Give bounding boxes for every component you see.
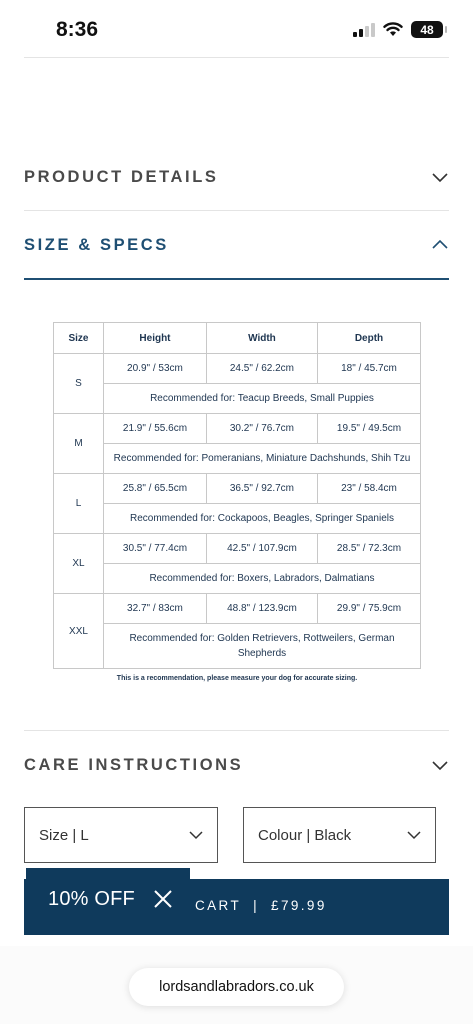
table-row (54, 534, 421, 564)
recommendation-cell: Recommended for: Golden Retrievers, Rottweilers, German Shepherds (104, 624, 421, 669)
depth-cell: 19.5" / 49.5cm (317, 414, 420, 444)
cart-text (195, 898, 327, 913)
width-cell: 48.8" / 123.9cm (206, 594, 317, 624)
table-row (54, 474, 421, 504)
size-label: S (54, 354, 104, 414)
url-text: lordsandlabradors.co.uk (159, 979, 314, 995)
table-row (54, 594, 421, 624)
size-label: XL (54, 534, 104, 594)
table-header: Height (104, 323, 207, 354)
divider (24, 730, 449, 731)
url-bar[interactable] (129, 968, 344, 1006)
status-time: 8:36 (56, 18, 99, 41)
accordion-title: SIZE & SPECS (24, 235, 169, 254)
size-label: M (54, 414, 104, 474)
table-row (54, 384, 421, 414)
depth-cell: 18" / 45.7cm (317, 354, 420, 384)
height-cell: 25.8" / 65.5cm (104, 474, 207, 504)
accordion-title: PRODUCT DETAILS (24, 167, 219, 186)
accordion-product-details[interactable] (24, 157, 449, 197)
divider (24, 57, 449, 58)
cart-label: CART (195, 898, 242, 913)
colour-select-value: Colour | Black (258, 826, 352, 844)
table-row (54, 504, 421, 534)
chevron-up-icon (431, 236, 449, 254)
table-note: This is a recommendation, please measure your dog for accurate sizing. (116, 675, 358, 682)
table-header: Depth (317, 323, 420, 354)
height-cell: 32.7" / 83cm (104, 594, 207, 624)
accordion-title: CARE INSTRUCTIONS (24, 755, 244, 774)
height-cell: 20.9" / 53cm (104, 354, 207, 384)
accordion-size-specs[interactable] (24, 225, 449, 265)
chevron-down-icon (189, 828, 203, 842)
chevron-down-icon (431, 168, 449, 186)
battery-icon: 48 (411, 21, 443, 38)
cart-price: £79.99 (271, 898, 327, 913)
cart-separator: | (253, 898, 260, 913)
size-label: XXL (54, 594, 104, 669)
size-select-value: Size | L (39, 826, 89, 844)
width-cell: 36.5" / 92.7cm (206, 474, 317, 504)
discount-tab[interactable] (26, 868, 190, 930)
chevron-down-icon (407, 828, 421, 842)
discount-label: 10% OFF (48, 887, 135, 910)
divider-active (24, 278, 449, 280)
table-row (54, 354, 421, 384)
close-icon[interactable] (153, 889, 173, 909)
table-row (54, 414, 421, 444)
depth-cell: 23" / 58.4cm (317, 474, 420, 504)
table-header: Width (206, 323, 317, 354)
size-chart-table (53, 322, 421, 669)
recommendation-cell: Recommended for: Boxers, Labradors, Dalmatians (104, 564, 421, 594)
table-row (54, 444, 421, 474)
table-header-row (54, 323, 421, 354)
table-row (54, 564, 421, 594)
signal-icon (353, 23, 375, 37)
height-cell: 21.9" / 55.6cm (104, 414, 207, 444)
divider (24, 210, 449, 211)
width-cell: 42.5" / 107.9cm (206, 534, 317, 564)
width-cell: 30.2" / 76.7cm (206, 414, 317, 444)
accordion-care-instructions[interactable] (24, 745, 449, 785)
wifi-icon (383, 22, 403, 37)
depth-cell: 29.9" / 75.9cm (317, 594, 420, 624)
width-cell: 24.5" / 62.2cm (206, 354, 317, 384)
size-select[interactable] (24, 807, 218, 863)
depth-cell: 28.5" / 72.3cm (317, 534, 420, 564)
recommendation-cell: Recommended for: Teacup Breeds, Small Puppies (104, 384, 421, 414)
table-row (54, 624, 421, 669)
status-bar (0, 0, 473, 56)
height-cell: 30.5" / 77.4cm (104, 534, 207, 564)
table-header: Size (54, 323, 104, 354)
chevron-down-icon (431, 756, 449, 774)
status-icons (353, 21, 443, 38)
colour-select[interactable] (243, 807, 436, 863)
size-label: L (54, 474, 104, 534)
recommendation-cell: Recommended for: Pomeranians, Miniature Dachshunds, Shih Tzu (104, 444, 421, 474)
recommendation-cell: Recommended for: Cockapoos, Beagles, Springer Spaniels (104, 504, 421, 534)
